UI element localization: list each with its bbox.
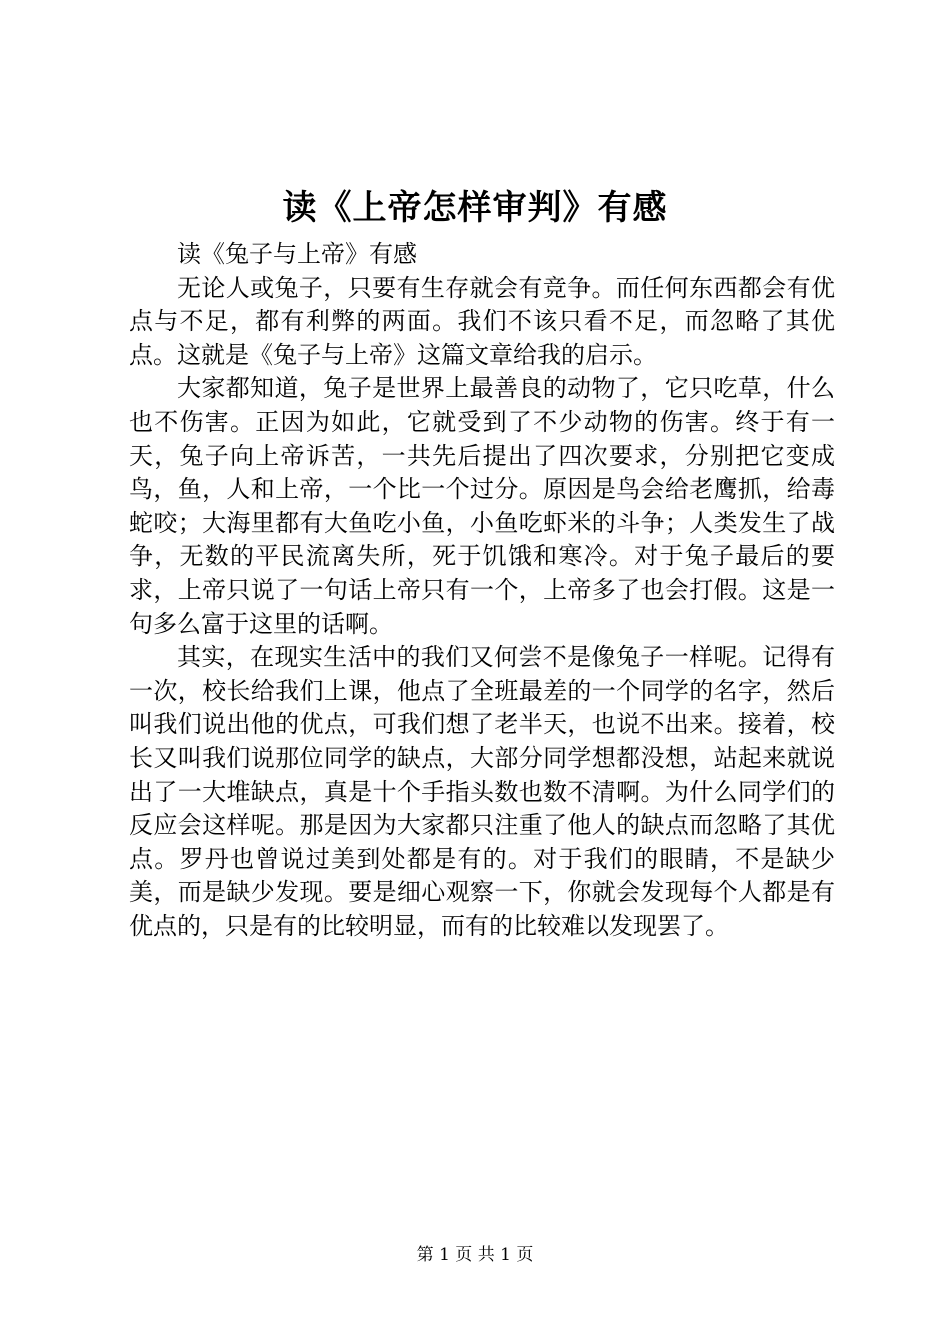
subtitle: 读《兔子与上帝》有感 — [177, 240, 417, 268]
paragraph-1: 无论人或兔子，只要有生存就会有竞争。而任何东西都会有优点与不足，都有利弊的两面。我们不该只看不足，而忽略了其优点。这就是《兔子与上帝》这篇文章给我的启示。 — [129, 273, 835, 369]
page-title: 读《上帝怎样审判》有感 — [282, 188, 668, 228]
document-body — [129, 238, 835, 943]
paragraph-2: 大家都知道，兔子是世界上最善良的动物了，它只吃草，什么也不伤害。正因为如此，它就受到了不少动物的伤害。终于有一天，兔子向上帝诉苦，一共先后提出了四次要求，分别把它变成鸟，鱼，人和上帝，一个比一个过分。原因是鸟会给老鹰抓，给毒蛇咬；大海里都有大鱼吃小鱼，小鱼吃虾米的斗争；人类发生了战争，无数的平民流离失所，死于饥饿和寒冷。对于兔子最后的要求，上帝只说了一句话上帝只有一个，上帝多了也会打假。这是一句多么富于这里的话啊。 — [129, 374, 835, 638]
page-footer: 第 1 页 共 1 页 — [416, 1245, 534, 1265]
paragraph-3: 其实，在现实生活中的我们又何尝不是像兔子一样呢。记得有一次，校长给我们上课，他点了全班最差的一个同学的名字，然后叫我们说出他的优点，可我们想了老半天，也说不出来。接着，校长又叫我们说那位同学的缺点，大部分同学想都没想，站起来就说出了一大堆缺点，真是十个手指头数也数不清啊。为什么同学们的反应会这样呢。那是因为大家都只注重了他人的缺点而忽略了其优点。罗丹也曾说过美到处都是有的。对于我们的眼睛，不是缺少美，而是缺少发现。要是细心观察一下，你就会发现每个人都是有优点的，只是有的比较明显，而有的比较难以发现罢了。 — [129, 643, 835, 940]
